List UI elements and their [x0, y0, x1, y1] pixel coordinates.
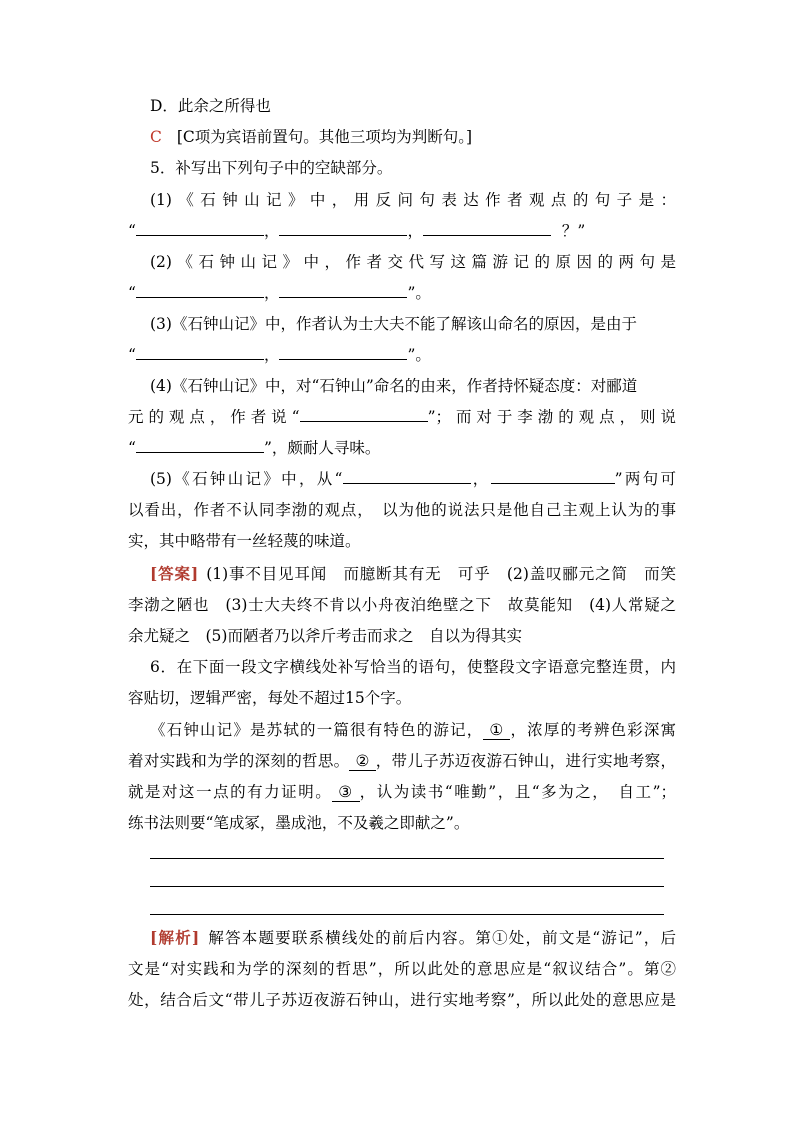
q5-part3-prompt: (3)《石钟山记》中，作者认为士大夫不能了解该山命名的原因，是由于 [150, 315, 637, 333]
blank-marker-3: ③ [332, 783, 359, 802]
fill-blank[interactable] [279, 221, 407, 236]
q5-part4-line2: 元的观点，作者说“ ”；而对于李渤的观点，则说 [128, 408, 676, 426]
q5-part3-blanks: “ ， ”。 [128, 346, 431, 364]
q5-answer-line2: 李渤之陋也 (3)士大夫终不肯以小舟夜泊绝壁之下 故莫能知 (4)人常疑之 [128, 596, 676, 614]
answer-letter: C [150, 128, 162, 146]
fill-blank[interactable] [343, 469, 471, 484]
q6-passage-line1: 《石钟山记》是苏轼的一篇很有特色的游记， ① ，浓厚的考辨色彩深寓 [150, 721, 676, 739]
fill-blank[interactable] [136, 221, 264, 236]
q5-part5-line2: 以看出，作者不认同李渤的观点， 以为他的说法只是他自己主观上认为的事 [128, 501, 676, 519]
q5-part4-prompt: (4)《石钟山记》中，对“石钟山”命名的由来，作者持怀疑态度：对郦道 [150, 377, 638, 395]
q6-passage-line3: 就是对这一点的有力证明。 ③ ，认为读书“唯勤”，且“多为之， 自工”； [128, 783, 676, 801]
fill-blank[interactable] [136, 345, 264, 360]
fill-blank[interactable] [491, 469, 615, 484]
answer-explanation: [C项为宾语前置句。其他三项均为判断句。] [176, 128, 473, 146]
q5-answer-line1: [答案] (1)事不目见耳闻 而臆断其有无 可乎 (2)盖叹郦元之简 而笑 [150, 564, 676, 583]
q5-part5-line1: (5)《石钟山记》中，从“ ， ”两句可 [150, 470, 676, 488]
fill-blank[interactable] [136, 438, 264, 453]
q5-part1-blanks: “ ， ， ？” [128, 222, 586, 240]
blank-marker-2: ② [349, 752, 375, 771]
q5-part2-prompt: (2)《石钟山记》中，作者交代写这篇游记的原因的两句是 [150, 253, 676, 271]
q6-passage-line2: 着对实践和为学的深刻的哲思。 ② ，带儿子苏迈夜游石钟山，进行实地考察， [128, 752, 676, 770]
blank-marker-1: ① [483, 721, 510, 740]
q5-part1-prompt: (1)《石钟山记》中，用反问句表达作者观点的句子是： [150, 191, 676, 209]
q5-part4-line3: “ ”，颇耐人寻味。 [128, 439, 381, 457]
q4-answer [150, 127, 676, 147]
q5-answer-line3: 余尤疑之 (5)而陋者乃以斧斤考击而求之 自以为得其实 [128, 627, 522, 645]
analysis-tag: [解析] [150, 928, 200, 947]
answer-rule-line[interactable] [150, 914, 664, 915]
fill-blank[interactable] [279, 283, 407, 298]
answer-tag: [答案] [150, 564, 199, 583]
q6-stem-line2: 容贴切，逻辑严密，每处不超过15个字。 [128, 689, 412, 707]
fill-blank[interactable] [300, 407, 428, 422]
q5-part5-line3: 实，其中略带有一丝轻蔑的味道。 [128, 532, 361, 550]
q6-analysis-line1: [解析] 解答本题要联系横线处的前后内容。第①处，前文是“游记”，后 [150, 928, 676, 947]
q6-analysis-line2: 文是“对实践和为学的深刻的哲思”，所以此处的意思应是“叙议结合”。第② [128, 960, 676, 978]
fill-blank[interactable] [423, 221, 551, 236]
fill-blank[interactable] [279, 345, 407, 360]
fill-blank[interactable] [136, 283, 264, 298]
q5-stem: 5．补写出下列句子中的空缺部分。 [150, 159, 393, 177]
q5-part2-blanks: “ ， ”。 [128, 284, 431, 302]
q6-passage-line4: 练书法则要“笔成冢，墨成池，不及羲之即献之”。 [128, 814, 470, 832]
answer-rule-line[interactable] [150, 858, 664, 859]
answer-rule-line[interactable] [150, 886, 664, 887]
q6-stem-line1: 6．在下面一段文字横线处补写恰当的语句，使整段文字语意完整连贯，内 [150, 658, 676, 676]
q6-analysis-line3: 处，结合后文“带儿子苏迈夜游石钟山，进行实地考察”，所以此处的意思应是 [128, 991, 676, 1009]
option-d: D．此余之所得也 [150, 97, 271, 115]
